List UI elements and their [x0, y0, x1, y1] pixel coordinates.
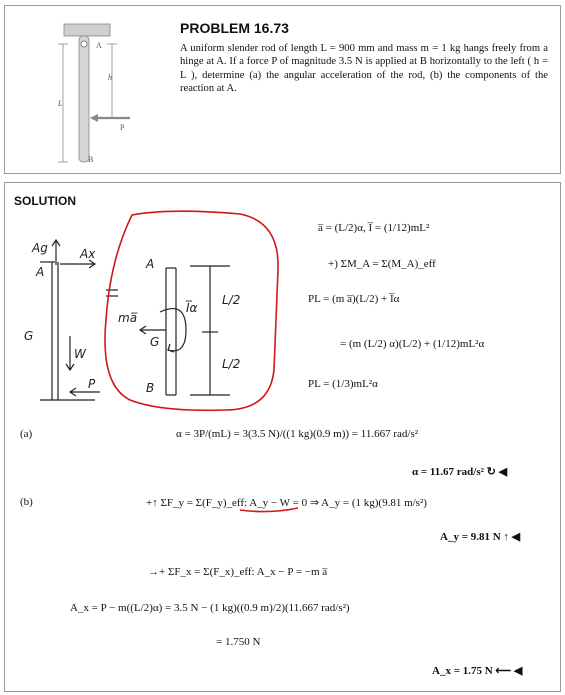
answer-ay: A_y = 9.81 N ↑ ◀	[440, 531, 521, 543]
eq-ax: A_x = P − m((L/2)α) = 3.5 N − (1 kg)((0.9 m)/2)(11.667 rad/s²)	[70, 602, 350, 614]
eq-fy: +↑ ΣF_y = Σ(F_y)_eff: A_y − W = 0 ⇒ A_y = (1 kg)(9.81 m/s²)	[146, 497, 427, 509]
sketch-ag: Ag	[32, 241, 48, 255]
fig-label-a: A	[96, 41, 102, 50]
answer-ax: A_x = 1.75 N ⟵ ◀	[432, 665, 523, 677]
eq-ax-result: = 1.750 N	[216, 636, 261, 648]
eq-pl-3: PL = (1/3)mL²α	[308, 378, 378, 390]
fig-label-b: B	[88, 155, 94, 164]
part-a-label: (a)	[20, 428, 33, 440]
eq-alpha: α = 3P/(mL) = 3(3.5 N)/((1 kg)(0.9 m)) = 11.667 rad/s²	[176, 428, 419, 440]
problem-statement: A uniform slender rod of length L = 900 mm and mass m = 1 kg hangs freely from a hinge at A. If a force P of magnitude 3.5 N is applied at B horizontally to the left ( h = L ), determine (a) the angular acceleration of the rod, (b) the components of the reaction at A.	[180, 43, 548, 95]
fig-label-h: h	[108, 73, 112, 82]
part-b-label: (b)	[20, 496, 33, 508]
sketch-g-left: G	[24, 329, 34, 343]
sketch-g-center: G	[150, 335, 160, 349]
eq-fx: →+ ΣF_x = Σ(F_x)_eff: A_x − P = −m a̅	[148, 566, 328, 578]
sketch-half-bottom: L/2	[222, 357, 241, 371]
sketch-ma: ma̅	[118, 311, 138, 325]
sketch-ax: Ax	[80, 247, 96, 261]
fig-label-p: P	[120, 123, 125, 132]
problem-title: PROBLEM 16.73	[180, 20, 289, 36]
sketch-b: B	[146, 381, 155, 395]
solution-title: SOLUTION	[14, 194, 76, 208]
sketch-w: W	[74, 347, 86, 361]
eq-pl-2: = (m (L/2) α)(L/2) + (1/12)mL²α	[340, 338, 485, 350]
sketch-half-top: L/2	[222, 293, 241, 307]
fig-label-l: L	[58, 99, 63, 108]
eq-moment-sum: +) ΣM_A = Σ(M_A)_eff	[328, 258, 436, 270]
answer-alpha: α = 11.67 rad/s² ↻ ◀	[412, 466, 508, 478]
sketch-p: P	[88, 377, 96, 391]
eq-pl-1: PL = (m a̅)(L/2) + I̅α	[308, 293, 400, 305]
sketch-a-center: A	[146, 257, 155, 271]
sketch-a-left: A	[36, 265, 45, 279]
sketch-ialpha: I̅α	[186, 301, 198, 315]
eq-kinematics: a̅ = (L/2)α, I̅ = (1/12)mL²	[318, 222, 430, 234]
